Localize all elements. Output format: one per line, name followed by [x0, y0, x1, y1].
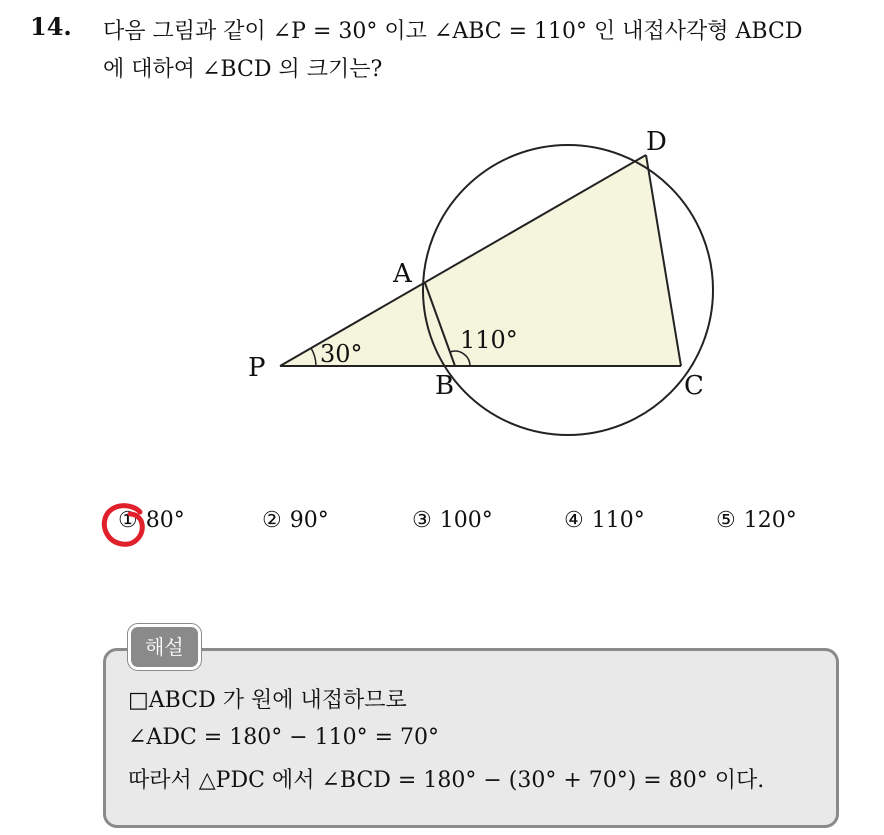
choice-2[interactable]	[262, 508, 329, 533]
choice-value: 80°	[145, 508, 185, 533]
choice-value: 110°	[591, 508, 645, 533]
label-point-c: C	[684, 371, 704, 401]
choice-mark: ③	[412, 508, 432, 533]
choice-value: 90°	[289, 508, 329, 533]
question-text-line1: 다음 그림과 같이 ∠P = 30° 이고 ∠ABC = 110° 인 내접사각형 ABCD	[103, 19, 803, 44]
choice-4[interactable]	[564, 508, 645, 533]
answer-choices	[100, 508, 820, 548]
choice-mark: ①	[118, 508, 138, 533]
label-point-b: B	[435, 371, 455, 401]
choice-5[interactable]	[716, 508, 797, 533]
question-number: 14.	[30, 12, 72, 41]
choice-mark: ④	[564, 508, 584, 533]
explanation-line2: ∠ADC = 180° − 110° = 70°	[128, 725, 440, 750]
label-angle-p: 30°	[320, 340, 363, 368]
explanation-line3: 따라서 △PDC 에서 ∠BCD = 180° − (30° + 70°) = 80° 이다.	[128, 768, 765, 793]
choice-value: 120°	[743, 508, 797, 533]
choice-value: 100°	[439, 508, 493, 533]
explanation-tag: 해설	[128, 624, 201, 670]
question-text-line2: 에 대하여 ∠BCD 의 크기는?	[103, 57, 383, 82]
explanation-box	[103, 648, 839, 828]
choice-mark: ②	[262, 508, 282, 533]
label-point-p: P	[248, 353, 266, 383]
answer-circle-mark	[100, 500, 150, 550]
label-angle-abc: 110°	[460, 326, 518, 354]
choice-3[interactable]	[412, 508, 493, 533]
label-point-a: A	[393, 259, 412, 289]
choice-mark: ⑤	[716, 508, 736, 533]
label-point-d: D	[646, 127, 667, 157]
explanation-line1: □ABCD 가 원에 내접하므로	[128, 688, 407, 713]
